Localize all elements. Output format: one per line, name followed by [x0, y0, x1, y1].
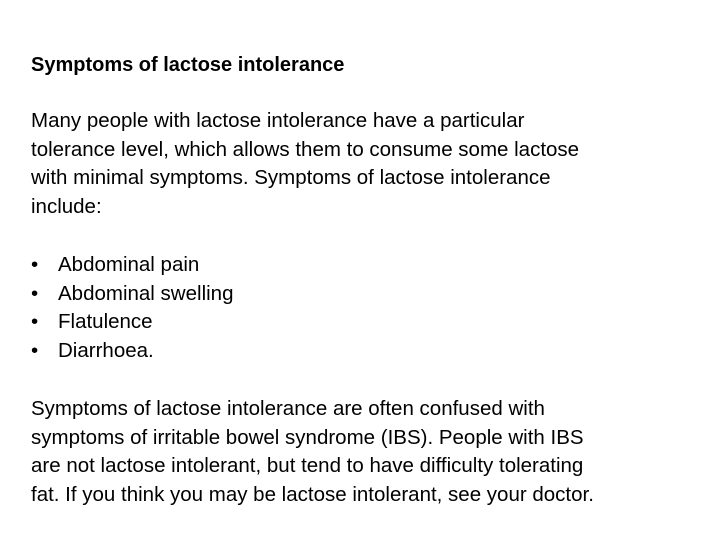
symptom-text: Abdominal swelling [58, 281, 234, 305]
list-item [31, 337, 233, 366]
closing-line: are not lactose intolerant, but tend to have difficulty tolerating [31, 454, 584, 477]
page-title: Symptoms of lactose intolerance [31, 54, 345, 76]
closing-line: fat. If you think you may be lactose intolerant, see your doctor. [31, 482, 594, 506]
symptom-list [31, 251, 233, 365]
intro-paragraph [31, 107, 579, 221]
symptom-text: Diarrhoea. [58, 338, 154, 362]
bullet-icon: • [31, 253, 39, 276]
list-item [31, 280, 233, 309]
closing-line: Symptoms of lactose intolerance are often confused with [31, 397, 545, 420]
symptom-text: Flatulence [58, 310, 153, 333]
closing-paragraph [31, 395, 594, 509]
intro-line: include: [31, 194, 102, 218]
bullet-icon: • [31, 281, 39, 305]
intro-line: Many people with lactose intolerance have a particular [31, 109, 525, 132]
closing-line: symptoms of irritable bowel syndrome (IBS). People with IBS [31, 425, 584, 449]
list-item [31, 308, 233, 337]
bullet-icon: • [31, 338, 39, 362]
bullet-icon: • [31, 310, 39, 333]
intro-line: tolerance level, which allows them to consume some lactose [31, 137, 580, 161]
list-item [31, 251, 233, 280]
symptom-text: Abdominal pain [58, 253, 200, 276]
intro-line: with minimal symptoms. Symptoms of lactose intolerance [31, 166, 551, 189]
